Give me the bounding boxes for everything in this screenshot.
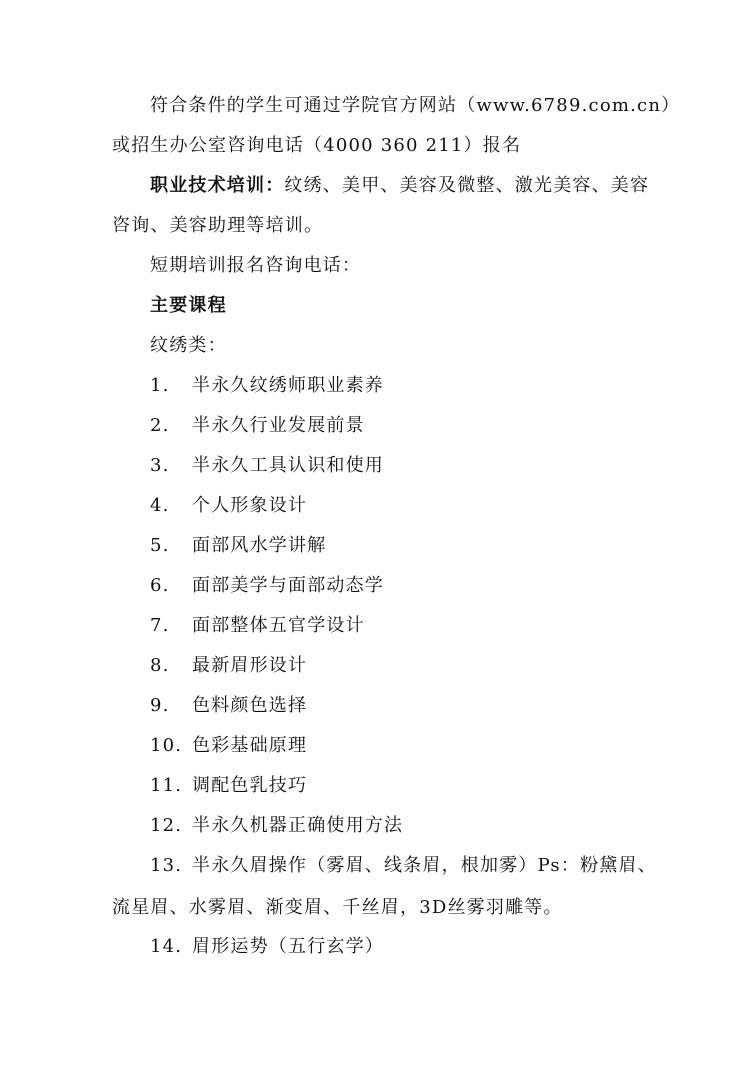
list-item-number: 1. (150, 375, 170, 396)
list-item-number: 10. (150, 735, 183, 756)
list-item-number: 12. (150, 815, 183, 836)
intro-line-1: 符合条件的学生可通过学院官方网站（www.6789.com.cn） (150, 95, 681, 116)
list-item-number: 9. (150, 695, 170, 716)
list-item-title: 面部美学与面部动态学 (192, 575, 384, 596)
list-item-number: 11. (150, 775, 183, 796)
course-category: 纹绣类： (150, 335, 227, 356)
short-training-phone: 短期培训报名咨询电话： (150, 255, 362, 276)
list-item-number: 8. (150, 655, 170, 676)
list-item-title: 半永久纹绣师职业素养 (192, 375, 384, 396)
intro-line-2: 或招生办公室咨询电话（4000 360 211）报名 (112, 135, 522, 156)
list-item (150, 854, 657, 878)
list-item-title: 最新眉形设计 (192, 655, 308, 676)
list-item-title: 眉形运势（五行玄学） (192, 936, 384, 957)
list-item (150, 935, 384, 959)
list-item (150, 374, 384, 398)
vocational-line-2: 咨询、美容助理等培训。 (112, 215, 324, 236)
list-item-title: 色彩基础原理 (192, 735, 308, 756)
list-item-number: 4. (150, 495, 170, 516)
list-item-number: 5. (150, 535, 170, 556)
list-item (150, 734, 307, 758)
list-item (150, 814, 403, 838)
vocational-label: 职业技术培训： (150, 175, 285, 196)
list-item-number: 14. (150, 936, 183, 957)
main-courses-heading: 主要课程 (150, 295, 227, 316)
list-item-title: 面部风水学讲解 (192, 535, 327, 556)
list-item (150, 414, 365, 438)
list-item-number: 7. (150, 615, 170, 636)
list-item-title: 半永久眉操作（雾眉、线条眉，根加雾）Ps：粉黛眉、 (192, 855, 657, 876)
list-item-title: 半永久工具认识和使用 (192, 455, 384, 476)
list-item-title: 面部整体五官学设计 (192, 615, 365, 636)
vocational-line-1 (150, 174, 649, 198)
list-item-continuation: 流星眉、水雾眉、渐变眉、千丝眉，3D丝雾羽雕等。 (112, 897, 563, 918)
list-item (150, 574, 384, 598)
vocational-text-1: 纹绣、美甲、美容及微整、激光美容、美容 (284, 175, 650, 196)
list-item (150, 774, 307, 798)
list-item-title: 半永久机器正确使用方法 (192, 815, 404, 836)
list-item-number: 13. (150, 855, 183, 876)
list-item (150, 534, 326, 558)
list-item-title: 半永久行业发展前景 (192, 415, 365, 436)
list-item (150, 694, 307, 718)
list-item-title: 色料颜色选择 (192, 695, 308, 716)
list-item (150, 654, 307, 678)
list-item-number: 6. (150, 575, 170, 596)
list-item (150, 494, 307, 518)
list-item-number: 2. (150, 415, 170, 436)
list-item-title: 调配色乳技巧 (192, 775, 308, 796)
list-item-title: 个人形象设计 (192, 495, 308, 516)
list-item (150, 454, 384, 478)
list-item-number: 3. (150, 455, 170, 476)
list-item (150, 614, 365, 638)
